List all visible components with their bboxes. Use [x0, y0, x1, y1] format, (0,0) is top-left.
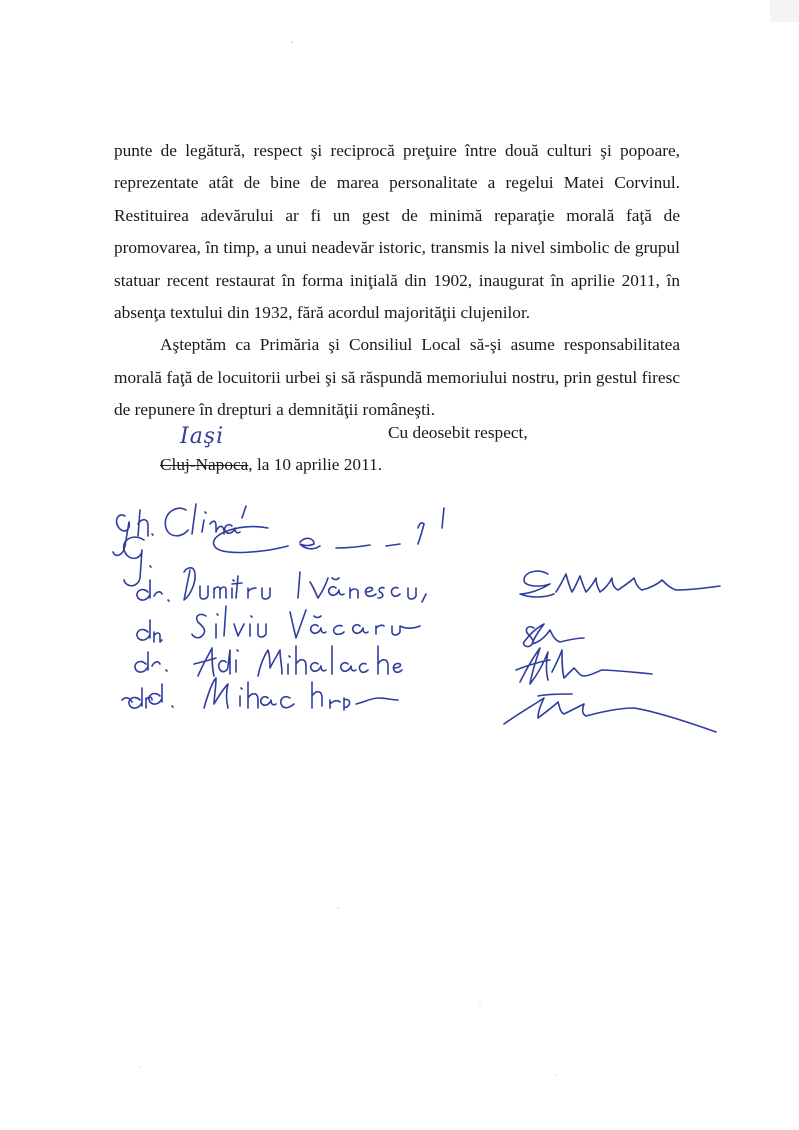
- paragraph-1: punte de legătură, respect şi reciprocă preţuire între două culturi şi popoare, reprezentate atât de bine de marea personalitate a regelui Matei Corvinul. Restituirea adevărului ar fi un gest de minimă reparaţie morală faţă de promovarea, în timp, a unui neadevăr istoric, transmis la nivel simbolic de grupul statuar recent restaurat în forma iniţială din 1902, inaugurat în aprilie 2011, în absenţa textului din 1932, fără acordul majorităţii clujenilor.: [114, 141, 680, 323]
- paragraph-2: Aşteptăm ca Primăria şi Consiliul Local să-şi asume responsabilitatea morală faţă de locuitorii urbei şi să răspundă memoriului nostru, prin gestul firesc de repunere în drepturi a demnităţii româneşti.: [114, 335, 680, 420]
- date-text: , la 10 aprilie 2011.: [248, 455, 383, 474]
- handwritten-place-correction: Iaşi: [180, 424, 225, 449]
- closing-line: Cu deosebit respect,: [388, 423, 528, 442]
- struck-place-name: Cluj-Napoca: [160, 455, 249, 474]
